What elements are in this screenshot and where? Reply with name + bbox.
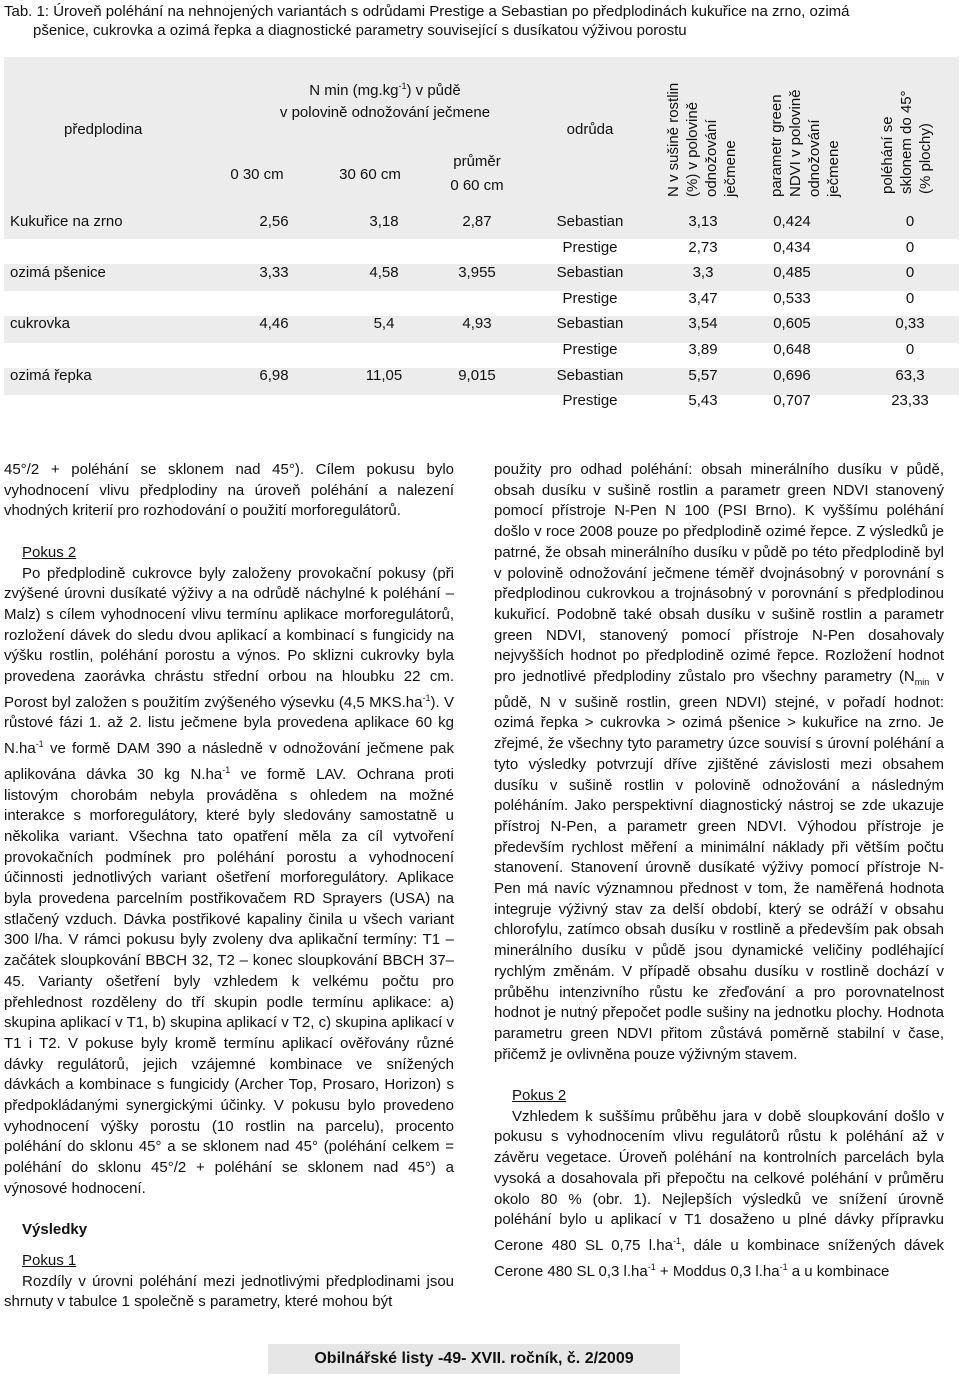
- table-row: [4, 311, 959, 336]
- header-nmin-part-a: N min (mg.kg: [309, 82, 399, 99]
- table-cell-predplodina: ozimá řepka: [10, 366, 92, 384]
- table-cell-n1: 4,46: [259, 315, 289, 333]
- header-lodging-line: (% plochy): [917, 123, 934, 194]
- table-cell-ndvi: 0,485: [773, 264, 811, 282]
- header-odruda: odrůda: [566, 121, 614, 138]
- header-nmin: [245, 77, 525, 100]
- table-cell-n-plants: 5,43: [688, 392, 718, 410]
- right-paragraph-2: [494, 1086, 944, 1282]
- right-p2b: , dále u kombinace snížených dávek Cerone 480 SL 0,3 l.ha: [494, 1237, 944, 1280]
- header-prumer-depth: 0 60 cm: [450, 177, 504, 194]
- caption-line-2: pšenice, cukrovka a ozimá řepka a diagnostické parametry související s dusíkatou výživou porostu: [33, 22, 687, 39]
- header-prumer: průměr: [453, 153, 501, 170]
- table-row: [4, 337, 959, 362]
- right-p1b: v půdě, N v sušině rostlin, green NDVI) stejné, v pořadí hodnot: ozimá řepka > cukrovka > ozimá pšenice > kukuřice na zrno. Je zřejmé, že všechny tyto parametry úzce souvisí s úrovní poléhání a tyto výsledky potvrzují dříve zjištěné závislosti mezi obsahem dusíku v sušině rostlin v polovině odnožování a následným poléháním. Jako perspektivní diagnostický nástroj se zde ukazuje přístroj N-Pen, a parametr green NDVI. Výhodou přístroje je především rychlost měření a minimální náklady při větším počtu stanovení. Stanovení úrovně dusíkaté výživy pomocí přístroje N-Pen má navíc významnou přednost v tom, že naměřená hodnota integruje výživný stav za delší období, který se odráží v obsahu chlorofylu, zatímco obsah dusíku v rostlině a především pak obsah minerálního dusíku v půdě jsou dynamické veličiny podléhající rychlým změnám. V případě obsahu dusíku v rostlině dochází v průběhu intenzivního růstu ke zřeďování a pro porovnatelnost hodnot je nutný přepočet podle sušiny na jednotku plochy. Hodnota parametru green NDVI přitom zůstává poměrně stabilní v čase, přičemž je ovlivněna pouze výživným stavem.: [494, 668, 945, 1063]
- table-row: [4, 363, 959, 388]
- table-cell-n-plants: 5,57: [688, 366, 718, 384]
- table-cell-lodging: 0: [905, 341, 915, 358]
- table-cell-n-plants: 3,54: [688, 315, 718, 333]
- left-paragraph-2: [4, 543, 454, 1200]
- header-depth-0-30: 0 30 cm: [230, 166, 284, 183]
- table-row: [4, 388, 959, 413]
- left-p2c: ve formě DAM 390 a následně v odnožování ječmene pak aplikována dávka 30 kg N.ha: [4, 740, 454, 783]
- table-cell-avg: 3,955: [458, 264, 496, 282]
- table-cell-n2: 5,4: [373, 315, 395, 333]
- superscript: -1: [35, 739, 44, 750]
- header-ndvi-line: odnožování: [806, 119, 823, 197]
- right-column: [494, 460, 944, 1282]
- table-cell-avg: 2,87: [462, 213, 492, 230]
- table-cell-ndvi: 0,648: [773, 341, 811, 358]
- left-column: [4, 460, 454, 1313]
- data-table: [4, 57, 959, 411]
- right-p2d: a u kombinace: [787, 1262, 890, 1280]
- table-cell-predplodina: cukrovka: [10, 315, 71, 333]
- table-cell-n1: 2,56: [259, 213, 289, 230]
- right-paragraph-1: [494, 460, 944, 1065]
- header-n-plants-line: ječmene: [722, 140, 739, 197]
- right-subheading-pokus-2: Pokus 2: [512, 1087, 567, 1105]
- header-n-plants-line: N v sušině rostlin: [665, 82, 682, 197]
- header-ndvi-line: NDVI v polovině: [787, 89, 804, 197]
- table-cell-odruda: Prestige: [562, 392, 618, 410]
- header-n-plants-line: odnožování: [703, 119, 720, 197]
- header-lodging-line: sklonem do 45°: [898, 90, 915, 194]
- header-predplodina: předplodina: [64, 121, 143, 138]
- header-ndvi-line: parametr green: [768, 94, 785, 197]
- table-cell-ndvi: 0,696: [773, 366, 811, 384]
- table-row: [4, 235, 959, 260]
- header-nmin-part-b: ) v půdě: [406, 82, 461, 99]
- table-cell-ndvi: 0,533: [773, 289, 811, 307]
- header-lodging-line: poléhání se: [879, 116, 896, 194]
- table-cell-predplodina: ozimá pšenice: [10, 264, 106, 282]
- header-ndvi: [767, 67, 843, 197]
- left-p2d: ve formě LAV. Ochrana proti listovým chorobám nebyla prováděna s ohledem na možné interakce s morforegulátory, které byly sledovány samostatně u několika variant. Všechna tato opatření měla za cíl vytvoření provokačních podmínek pro poléhání porostu a vyhodnocení účinnosti jednotlivých variant ošetření morforegulátory. Aplikace byla provedena parcelním postřikovačem RD Sprayers (USA) na stlačený vzduch. Dávka postřikové kapaliny činila u všech variant 300 l/ha. V rámci pokusu byly zvoleny dva aplikační termíny: T1 – začátek sloupkování BBCH 32, T2 – konec sloupkování BBCH 37–45. Varianty ošetření byly vzhledem k velkému počtu pro přehlednost rozděleny do tří skupin podle termínu aplikace: a) skupina aplikací v T1, b) skupina aplikací v T2, c) skupina aplikací v T1 i T2. V pokuse byly kromě termínu aplikací ověřovány různé dávky regulátorů, jejich vzájemné kombinace ve snížených dávkách a kombinace s fungicidy (Archer Top, Prosaro, Horizon) s předpokládanými synergickými účinky. V pokusu bylo provedeno vyhodnocení výšky porostu (10 rostlin na parcelu), procento poléhání do sklonu 45° a se sklonem nad 45° (poléhání celkem = poléhání do sklonu 45°/2 + poléhání se sklonem nad 45°) a výnosové hodnocení.: [4, 765, 454, 1197]
- table-cell-n2: 11,05: [365, 366, 403, 384]
- table-cell-n-plants: 2,73: [688, 238, 718, 256]
- table-cell-n2: 3,18: [369, 213, 399, 230]
- header-nmin-sup: -1: [398, 81, 407, 91]
- table-cell-ndvi: 0,707: [773, 392, 811, 410]
- superscript: -1: [422, 692, 431, 703]
- table-cell-n2: 4,58: [369, 264, 399, 282]
- table-cell-n-plants: 3,89: [688, 341, 718, 358]
- superscript: -1: [673, 1236, 682, 1246]
- caption-line-1: Tab. 1: Úroveň poléhání na nehnojených variantách s odrůdami Prestige a Sebastian po předplodinách kukuřice na zrno, ozimá: [4, 3, 850, 20]
- left-paragraph-1: 45°/2 + poléhání se sklonem nad 45°). Cílem pokusu bylo vyhodnocení vlivu předplodiny na úroveň poléhání a nalezení vhodných kriterií pro rozhodování o použití morforegulátorů.: [4, 461, 454, 520]
- table-cell-odruda: Prestige: [562, 238, 618, 256]
- table-cell-odruda: Sebastian: [556, 213, 624, 230]
- table-row: [4, 286, 959, 311]
- table-cell-n-plants: 3,13: [688, 213, 718, 230]
- left-p2b: ). V růstové fázi 1. až 2. listu ječmene byla provedena aplikace 60 kg N.ha: [4, 693, 455, 758]
- table-row: [4, 209, 959, 234]
- subscript: min: [914, 677, 930, 688]
- left-paragraph-3: [4, 1251, 454, 1313]
- table-cell-odruda: Sebastian: [556, 315, 624, 333]
- left-p3: Rozdíly v úrovni poléhání mezi jednotlivými předplodinami jsou shrnuty v tabulce 1 společně s parametry, které mohou být: [4, 1272, 454, 1311]
- table-cell-odruda: Prestige: [562, 341, 618, 358]
- table-cell-odruda: Prestige: [562, 289, 618, 307]
- table-cell-ndvi: 0,434: [773, 238, 811, 256]
- table-cell-lodging: 63,3: [895, 366, 925, 384]
- table-cell-n1: 6,98: [259, 366, 289, 384]
- header-ndvi-line: ječmene: [825, 140, 842, 197]
- table-cell-ndvi: 0,424: [773, 213, 811, 230]
- superscript: -1: [647, 1261, 656, 1272]
- right-p1a: použity pro odhad poléhání: obsah minerálního dusíku v půdě, obsah dusíku v sušině rostlin a parametr green NDVI stanovený pomocí přístroje N-Pen N 100 (PSI Brno). K vyššímu poléhání došlo v roce 2008 pouze po předplodině ozimé řepce. Z výsledků je patrné, že obsah minerálního dusíku v půdě po této předplodině byl v polovině odnožování ječmene téměř dvojnásobný v porovnání s předplodinou cukrovkou a trojnásobný v porovnání s předplodinou kukuřicí. Podobně také obsah dusíku v sušině rostlin a parametr green NDVI, stanovený pomocí přístroje N-Pen dosahovaly nejvyšších hodnot po předplodině ozimé řepce. Rozložení hodnot pro jednotlivé předplodiny zůstalo pro všechny parametry (N: [494, 461, 944, 686]
- table-cell-lodging: 0: [905, 213, 915, 230]
- table-row: [4, 260, 959, 285]
- table-cell-avg: 4,93: [462, 315, 492, 333]
- table-cell-predplodina: Kukuřice na zrno: [10, 213, 123, 230]
- table-cell-lodging: 0: [905, 238, 915, 256]
- table-cell-avg: 9,015: [458, 366, 496, 384]
- header-nmin-line2: v polovině odnožování ječmene: [279, 104, 491, 121]
- table-cell-odruda: Sebastian: [556, 264, 624, 282]
- right-p2c: + Moddus 0,3 l.ha: [655, 1262, 780, 1280]
- table-cell-n-plants: 3,47: [688, 289, 718, 307]
- header-n-plants: [664, 67, 740, 197]
- right-p2a: Vzhledem k suššímu průběhu jara v době sloupkování došlo v pokusu s vyhodnocením vlivu regulátorů růstu k poléhání až v závěru vegetace. Úroveň poléhání na kontrolních parcelách byla vysoká a dosahovala při přepočtu na celkové poléhání v průměru okolo 80 % (obr. 1). Nejlepších výsledků ve snížení úrovně poléhání bylo u aplikací v T1 dosaženo u plné dávky přípravku Cerone 480 SL 0,75 l.ha: [494, 1107, 944, 1254]
- section-heading-vysledky: Výsledky: [22, 1221, 88, 1239]
- left-p2a: Po předplodině cukrovce byly založeny provokační pokusy (při zvýšené úrovni dusíkaté výživy a na odrůdě náchylné k poléhání – Malz) s cílem vyhodnocení vlivu termínu aplikace morforegulátorů, rozložení dávek do sledu dvou aplikací a kombinací s fungicidy na výšku rostlin, poléhání porostu a výnos. Po sklizni cukrovky byla provedena zaorávka chrástu střední orbou na hloubku 22 cm. Porost byl založen s použitím zvýšeného výsevku (4,5 MKS.ha: [4, 564, 454, 711]
- header-lodging: [878, 74, 935, 194]
- table-caption: [4, 2, 954, 40]
- left-subheading-pokus-1: Pokus 1: [22, 1251, 77, 1269]
- table-cell-n1: 3,33: [259, 264, 289, 282]
- left-subheading-pokus-2: Pokus 2: [22, 543, 77, 561]
- table-cell-ndvi: 0,605: [773, 315, 811, 333]
- table-cell-odruda: Sebastian: [556, 366, 624, 384]
- table-cell-n-plants: 3,3: [692, 264, 714, 282]
- page-footer: Obilnářské listy -49- XVII. ročník, č. 2/2009: [268, 1344, 680, 1374]
- table-cell-lodging: 0: [905, 289, 915, 307]
- header-depth-30-60: 30 60 cm: [339, 166, 401, 183]
- header-n-plants-line: (%) v polovině: [684, 101, 701, 197]
- superscript: -1: [779, 1261, 788, 1272]
- superscript: -1: [222, 764, 231, 775]
- table-cell-lodging: 0: [905, 264, 915, 282]
- table-cell-lodging: 23,33: [891, 392, 929, 410]
- table-cell-lodging: 0,33: [895, 315, 925, 333]
